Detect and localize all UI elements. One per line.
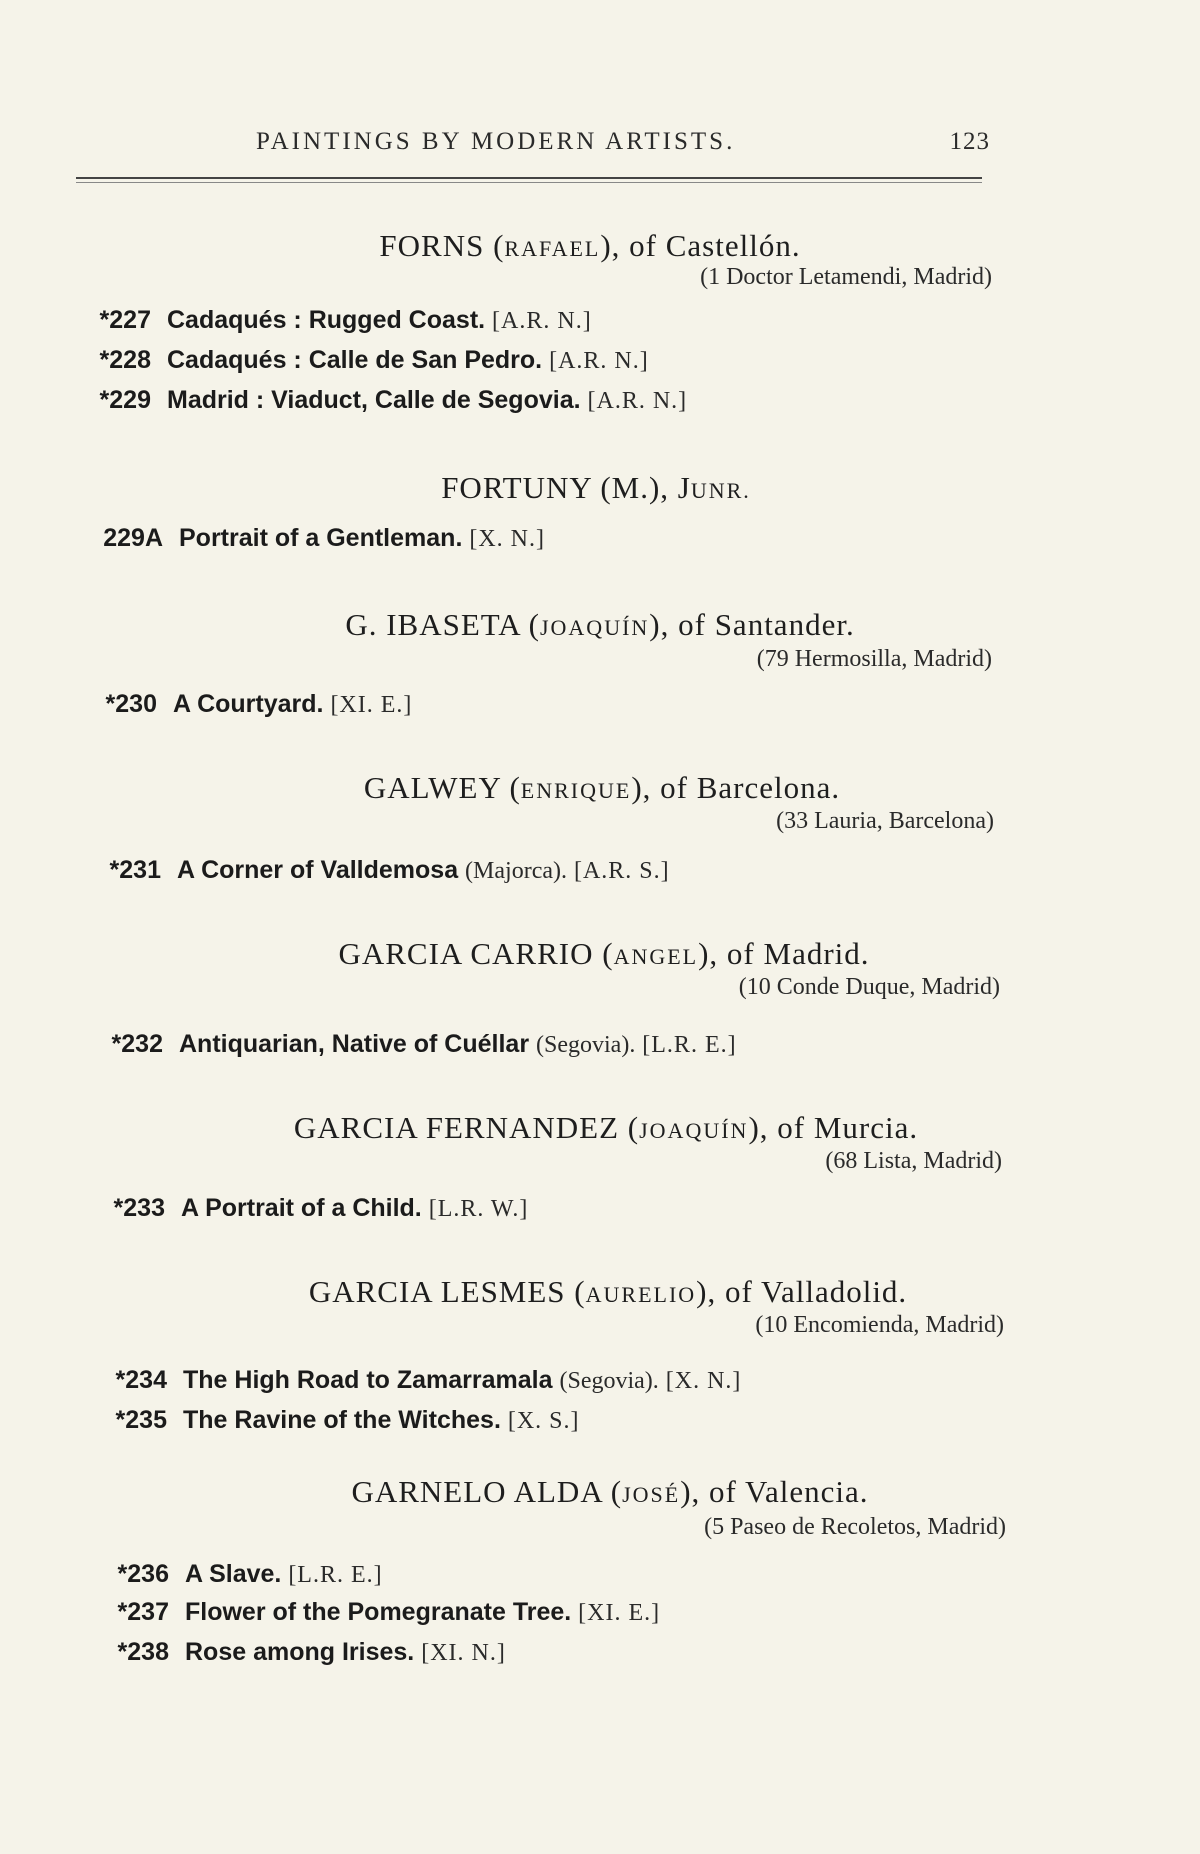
artist-address: (33 Lauria, Barcelona) <box>776 808 994 834</box>
header-rule <box>76 177 982 179</box>
catalogue-entry: *236 A Slave. [L.R. E.] <box>117 1560 383 1588</box>
catalogue-entry: *234 The High Road to Zamarramala (Segovia). [X. N.] <box>115 1366 742 1394</box>
catalogue-entry: *229 Madrid : Viaduct, Calle de Segovia. [A.R. N.] <box>99 386 688 414</box>
page-number: 123 <box>949 128 990 155</box>
artist-heading: GARCIA FERNANDEZ (JOAQUÍN), of Murcia. <box>293 1110 919 1145</box>
artist-heading: GARNELO ALDA (JOSÉ), of Valencia. <box>351 1474 869 1509</box>
artist-address: (1 Doctor Letamendi, Madrid) <box>700 264 992 290</box>
artist-heading: FORTUNY (M.), JUNR. <box>441 470 751 505</box>
catalogue-entry: *233 A Portrait of a Child. [L.R. W.] <box>113 1194 529 1222</box>
artist-heading: FORNS (RAFAEL), of Castellón. <box>379 228 801 263</box>
catalogue-entry: *232 Antiquarian, Native of Cuéllar (Segovia). [L.R. E.] <box>111 1030 737 1058</box>
catalogue-entry: *238 Rose among Irises. [XI. N.] <box>117 1638 506 1666</box>
header-rule-thin <box>76 182 982 183</box>
catalogue-entry: 229A Portrait of a Gentleman. [X. N.] <box>103 524 545 552</box>
running-header <box>250 128 990 158</box>
catalogue-entry: *227 Cadaqués : Rugged Coast. [A.R. N.] <box>99 306 592 334</box>
catalogue-entry: *230 A Courtyard. [XI. E.] <box>105 690 413 718</box>
artist-heading: G. IBASETA (JOAQUÍN), of Santander. <box>345 607 855 642</box>
artist-address: (5 Paseo de Recoletos, Madrid) <box>704 1514 1006 1540</box>
artist-address: (10 Conde Duque, Madrid) <box>738 974 1000 1000</box>
artist-heading: GALWEY (ENRIQUE), of Barcelona. <box>363 770 841 805</box>
artist-heading: GARCIA CARRIO (ANGEL), of Madrid. <box>338 936 870 971</box>
artist-address: (79 Hermosilla, Madrid) <box>756 646 992 672</box>
artist-address: (68 Lista, Madrid) <box>825 1148 1002 1174</box>
catalogue-entry: *237 Flower of the Pomegranate Tree. [XI. E.] <box>117 1598 661 1626</box>
catalogue-entry: *228 Cadaqués : Calle de San Pedro. [A.R. N.] <box>99 346 649 374</box>
header-title: PAINTINGS BY MODERN ARTISTS. <box>256 128 736 155</box>
artist-address: (10 Encomienda, Madrid) <box>755 1312 1004 1338</box>
artist-heading: GARCIA LESMES (AURELIO), of Valladolid. <box>308 1274 908 1309</box>
catalogue-entry: *235 The Ravine of the Witches. [X. S.] <box>115 1406 580 1434</box>
catalogue-entry: *231 A Corner of Valldemosa (Majorca). [A.R. S.] <box>109 856 670 884</box>
